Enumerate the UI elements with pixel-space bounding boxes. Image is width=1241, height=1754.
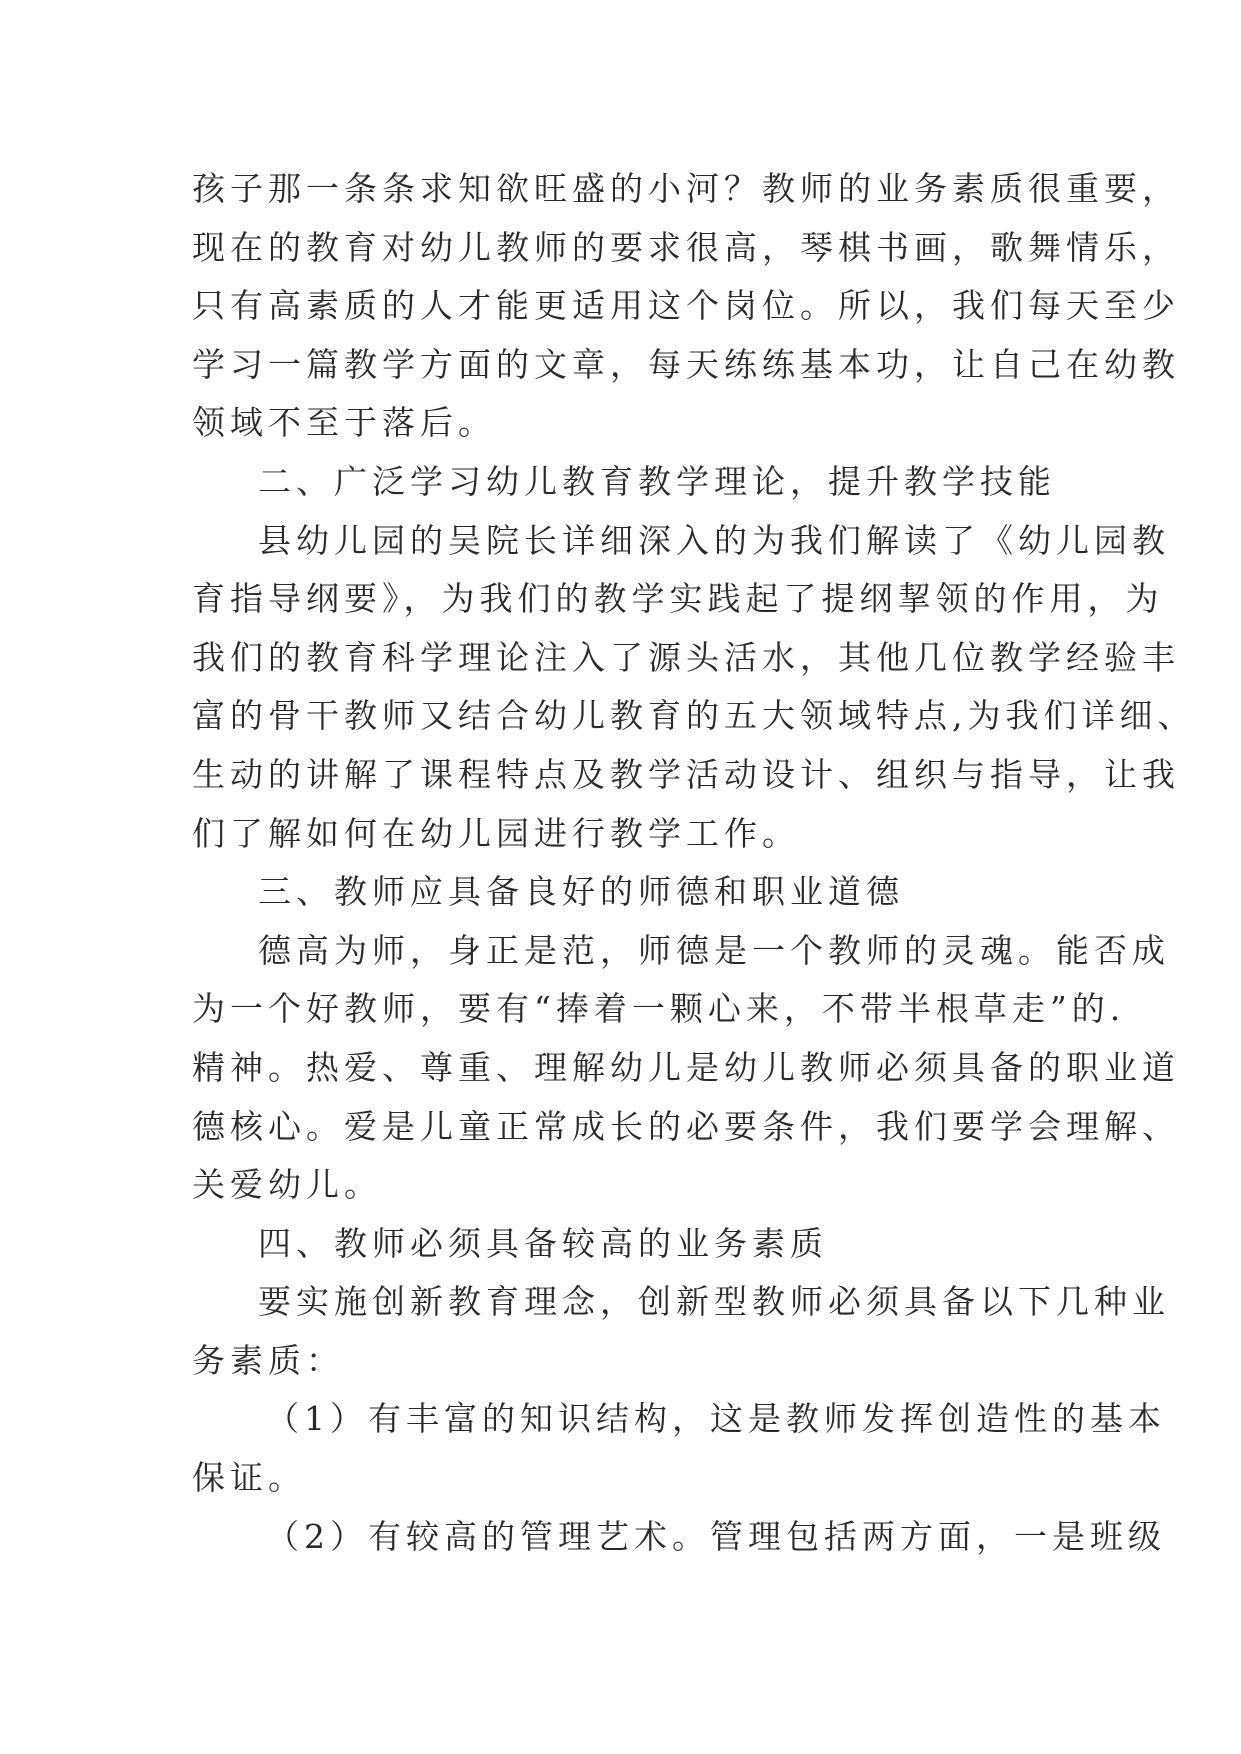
paragraph-line: 现在的教育对幼儿教师的要求很高，琴棋书画，歌舞情乐，: [192, 227, 1180, 267]
paragraph-line: 务素质：: [192, 1340, 344, 1380]
list-item-line: （2）有较高的管理艺术。管理包括两方面，一是班级: [266, 1516, 1166, 1556]
paragraph-line: 生动的讲解了课程特点及教学活动设计、组织与指导，让我: [192, 754, 1180, 794]
paragraph-line: 富的骨干教师又结合幼儿教育的五大领域特点,为我们详细、: [192, 696, 1196, 736]
section-heading: 四、教师必须具备较高的业务素质: [258, 1223, 828, 1263]
paragraph-line: 为一个好教师，要有“捧着一颗心来，不带半根草走”的.: [192, 989, 1126, 1029]
paragraph-line: 们了解如何在幼儿园进行教学工作。: [192, 813, 800, 853]
paragraph-line: 要实施创新教育理念，创新型教师必须具备以下几种业: [258, 1282, 1170, 1322]
paragraph-line: 孩子那一条条求知欲旺盛的小河？教师的业务素质很重要，: [192, 169, 1180, 208]
paragraph-line: 关爱幼儿。: [192, 1165, 382, 1205]
paragraph-line: 学习一篇教学方面的文章，每天练练基本功，让自己在幼教: [192, 344, 1180, 384]
section-heading: 二、广泛学习幼儿教育教学理论，提升教学技能: [258, 461, 1056, 501]
paragraph-line: 育指导纲要》，为我们的教学实践起了提纲挈领的作用，为: [192, 579, 1164, 619]
paragraph-line: 我们的教育科学理论注入了源头活水，其他几位教学经验丰: [192, 637, 1180, 677]
paragraph-line: 德核心。爱是儿童正常成长的必要条件，我们要学会理解、: [192, 1106, 1180, 1146]
paragraph-line: 精神。热爱、尊重、理解幼儿是幼儿教师必须具备的职业道: [192, 1047, 1180, 1087]
section-heading: 三、教师应具备良好的师德和职业道德: [258, 872, 904, 912]
list-item-line: （1）有丰富的知识结构，这是教师发挥创造性的基本: [266, 1399, 1166, 1439]
paragraph-line: 领域不至于落后。: [192, 403, 496, 443]
list-item-line: 保证。: [192, 1458, 306, 1498]
paragraph-line: 县幼儿园的吴院长详细深入的为我们解读了《幼儿园教: [258, 520, 1170, 560]
paragraph-line: 只有高素质的人才能更适用这个岗位。所以，我们每天至少: [192, 286, 1180, 326]
paragraph-line: 德高为师，身正是范，师德是一个教师的灵魂。能否成: [258, 930, 1170, 970]
document-body: [192, 160, 1196, 1566]
